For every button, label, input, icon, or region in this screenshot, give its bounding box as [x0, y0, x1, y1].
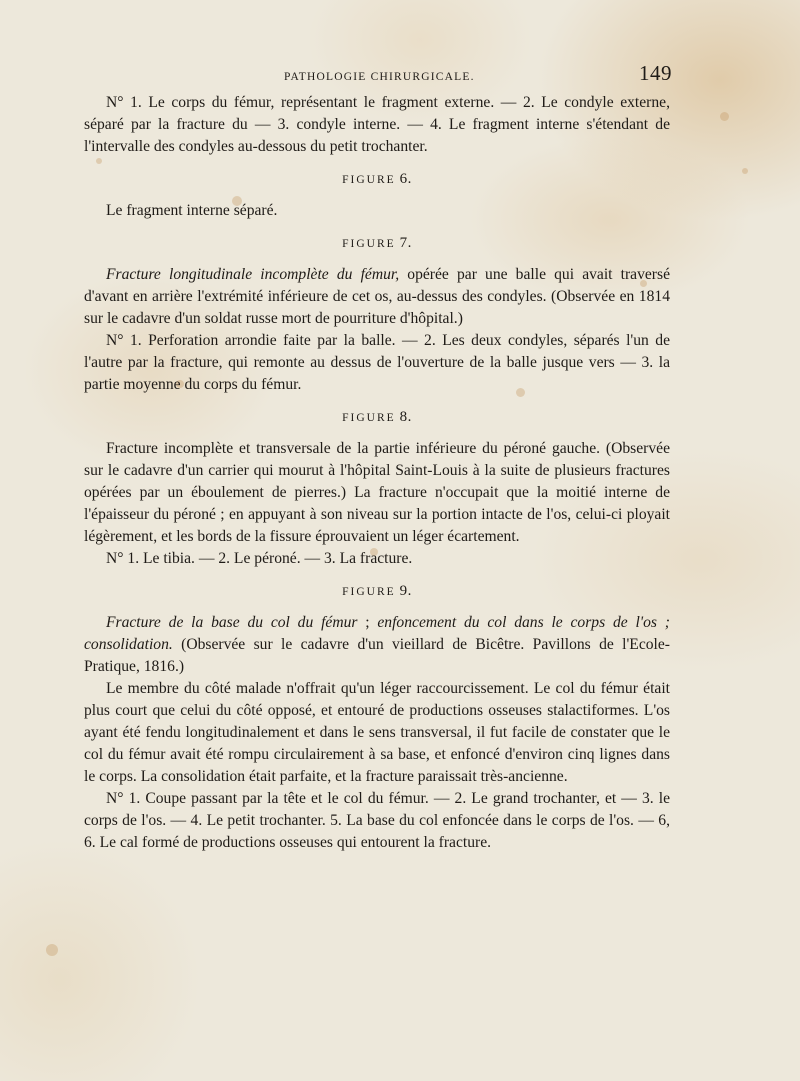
figure-8-legend: N° 1. Le tibia. — 2. Le péroné. — 3. La fracture.	[106, 550, 413, 567]
figure-heading-number: 8.	[399, 409, 412, 425]
figure-heading-number: 7.	[399, 235, 412, 251]
figure-7-description	[84, 264, 670, 330]
figure-9-title-part-1: Fracture de la base du col du fémur	[106, 614, 358, 631]
figure-heading-word: FIGURE	[342, 412, 396, 424]
stain	[46, 944, 58, 956]
figure-7-text: opérée par une balle qui avait traversé d'avant en arrière l'extrémité inférieure de cet os, au-dessus des condyles. (Observée en 1814 sur le cadavre d'un soldat russe mort de pourriture d'hôpital.)	[84, 266, 670, 327]
figure-heading-word: FIGURE	[342, 238, 396, 250]
figure-9-heading	[84, 580, 670, 603]
figure-heading-word: FIGURE	[342, 586, 396, 598]
page-content	[84, 62, 670, 854]
figure-heading-word: FIGURE	[342, 174, 396, 186]
figure-7-legend: N° 1. Perforation arrondie faite par la balle. — 2. Les deux condyles, séparés l'un de l'autre par la fracture, qui remonte au dessus de l'ouverture de la balle jusque vers — 3. la partie moyenne du corps du fémur.	[84, 332, 670, 393]
figure-6-heading	[84, 168, 670, 191]
figure-7-title: Fracture longitudinale incomplète du fémur,	[106, 266, 400, 283]
figure-9-description	[84, 612, 670, 678]
figure-9-text: Le membre du côté malade n'offrait qu'un léger raccourcissement. Le col du fémur était plus court que celui du côté opposé, et entouré de productions osseuses stalactiformes. L'os ayant été fendu longitudinalement et dans le sens transversal, il fut facile de constater que le col du fémur avait été rompu circulairement à sa base, et enfoncé d'environ cinq lignes dans le corps. La consolidation était parfaite, et la fracture paraissait très-ancienne.	[84, 680, 670, 785]
figure-7-heading	[84, 232, 670, 255]
figure-9-title-part-2: enfoncement du col dans le corps de l'os ; consolidation.	[84, 614, 670, 653]
figure-6-text: Le fragment interne séparé.	[106, 202, 278, 219]
stain	[742, 168, 748, 174]
figure-8-text: Fracture incomplète et transversale de la partie inférieure du péroné gauche. (Observée sur le cadavre d'un carrier qui mourut à l'hôpital Saint-Louis à la suite de plusieurs fractures opérées par un éboulement de pierres.) La fracture n'occupait que la moitié interne de l'épaisseur du péroné ; en appuyant à son niveau sur la portion intacte de l'os, celui-ci ployait légèrement, et les bords de la fissure éprouvaient un léger écartement.	[84, 440, 670, 545]
figure-5-legend: N° 1. Le corps du fémur, représentant le fragment externe. — 2. Le condyle externe, séparé par la fracture du — 3. condyle interne. — 4. Le fragment interne s'étendant de l'intervalle des condyles au-dessous du petit trochanter.	[84, 94, 670, 155]
stain	[720, 112, 729, 121]
running-head	[84, 62, 670, 90]
figure-9-legend: N° 1. Coupe passant par la tête et le col du fémur. — 2. Le grand trochanter, et — 3. le corps de l'os. — 4. Le petit trochanter. 5. La base du col enfoncée dans le corps de l'os. — 6, 6. Le cal formé de productions osseuses qui entourent la fracture.	[84, 790, 670, 851]
figure-heading-number: 6.	[399, 171, 412, 187]
figure-heading-number: 9.	[399, 583, 412, 599]
running-title: PATHOLOGIE CHIRURGICALE.	[284, 71, 475, 83]
figure-8-heading	[84, 406, 670, 429]
figure-9-title-rest: (Observée sur le cadavre d'un vieillard de Bicêtre. Pavillons de l'Ecole-Pratique, 1816.)	[84, 636, 670, 675]
page-number: 149	[639, 61, 672, 85]
figure-9-title-separator: ;	[357, 614, 378, 631]
